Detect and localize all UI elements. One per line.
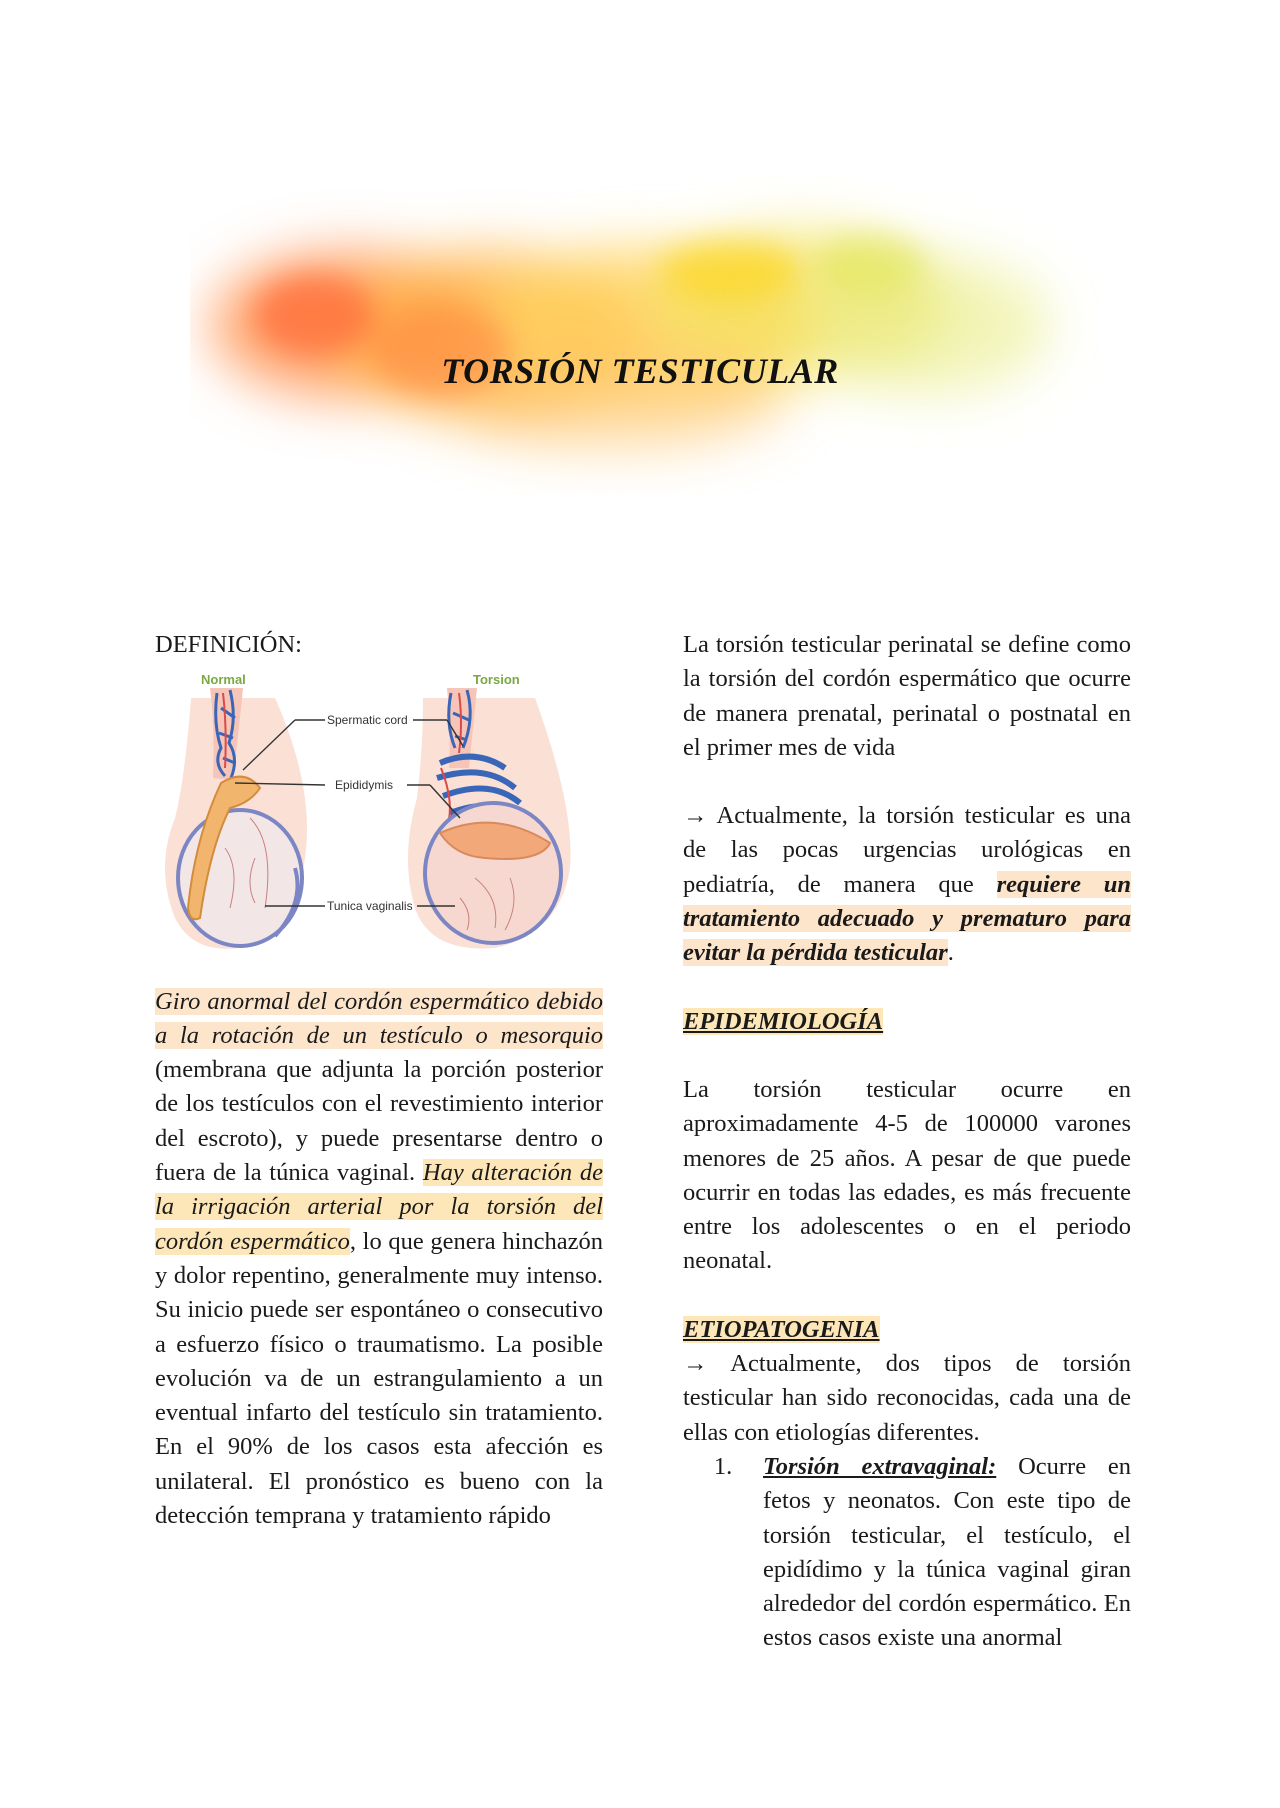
label-normal: Normal <box>201 672 246 688</box>
left-column <box>155 628 603 1533</box>
irrigation-highlight: Hay alteración de la irrigación arterial por la torsión del cordón espermático <box>155 1159 603 1255</box>
list-body <box>763 1450 1131 1656</box>
urgency-end: . <box>947 939 954 967</box>
etiopathogenesis-paragraph: → Actualmente, dos tipos de torsión testicular han sido reconocidas, cada una de ellas con etiologías diferentes. <box>683 1350 1131 1446</box>
list-text: Ocurre en fetos y neonatos. Con este tipo de torsión testicular, el testículo, el epidídimo y la túnica vaginal giran alrededor del cordón espermático. En estos casos existe una anormal <box>763 1452 1131 1652</box>
label-torsion: Torsion <box>473 672 520 688</box>
list-number: 1. <box>713 1452 733 1480</box>
definition-paragraph <box>155 985 603 1534</box>
urgency-text: → Actualmente, la torsión testicular es una de las pocas urgencias urológicas en pediatría, de manera que <box>683 802 1131 898</box>
definition-text-end: , lo que genera hinchazón y dolor repentino, generalmente muy intenso. Su inicio puede ser espontáneo o consecutivo a esfuerzo físico o traumatismo. La posible evolución va de un estrangulamiento a un eventual infarto del testículo sin tratamiento. En el 90% de los casos esta afección es unilateral. El pronóstico es bueno con la detección temprana y tratamiento rápido <box>155 1227 603 1530</box>
urgency-highlight: requiere un tratamiento adecuado y prematuro para evitar la pérdida testicular <box>683 870 1131 967</box>
label-epididymis: Epididymis <box>335 778 394 793</box>
label-spermatic-cord: Spermatic cord <box>327 713 408 728</box>
label-tunica-vaginalis: Tunica vaginalis <box>327 899 413 914</box>
urgency-paragraph <box>683 799 1131 970</box>
epidemiology-paragraph: La torsión testicular ocurre en aproximadamente 4-5 de 100000 varones menores de 25 años. A pesar de que puede ocurrir en todas las edades, es más frecuente entre los adolescentes o en el periodo neonatal. <box>683 1075 1131 1275</box>
page-title: TORSIÓN TESTICULAR <box>441 351 839 391</box>
list-term: Torsión extravaginal: <box>763 1452 997 1480</box>
epidemiology-heading: EPIDEMIOLOGÍA <box>683 1007 884 1035</box>
anatomy-figure <box>155 668 603 958</box>
watercolor-banner <box>190 175 1100 495</box>
right-column <box>683 628 1131 1656</box>
definition-text: (membrana que adjunta la porción posterior de los testículos con el revestimiento interior del escroto), y puede presentarse dentro o fuera de la túnica vaginal. <box>155 1056 603 1187</box>
list-item <box>683 1450 1131 1656</box>
etiopathogenesis-heading: ETIOPATOGENIA <box>683 1315 880 1343</box>
definition-heading: DEFINICIÓN: <box>155 631 302 658</box>
torsion-types-list <box>683 1450 1131 1656</box>
perinatal-paragraph: La torsión testicular perinatal se define como la torsión del cordón espermático que ocurre de manera prenatal, perinatal o postnatal en el primer mes de vida <box>683 631 1131 761</box>
definition-italic-highlight: Giro anormal del cordón espermático debido a la rotación de un testículo o mesorquio <box>155 987 603 1049</box>
